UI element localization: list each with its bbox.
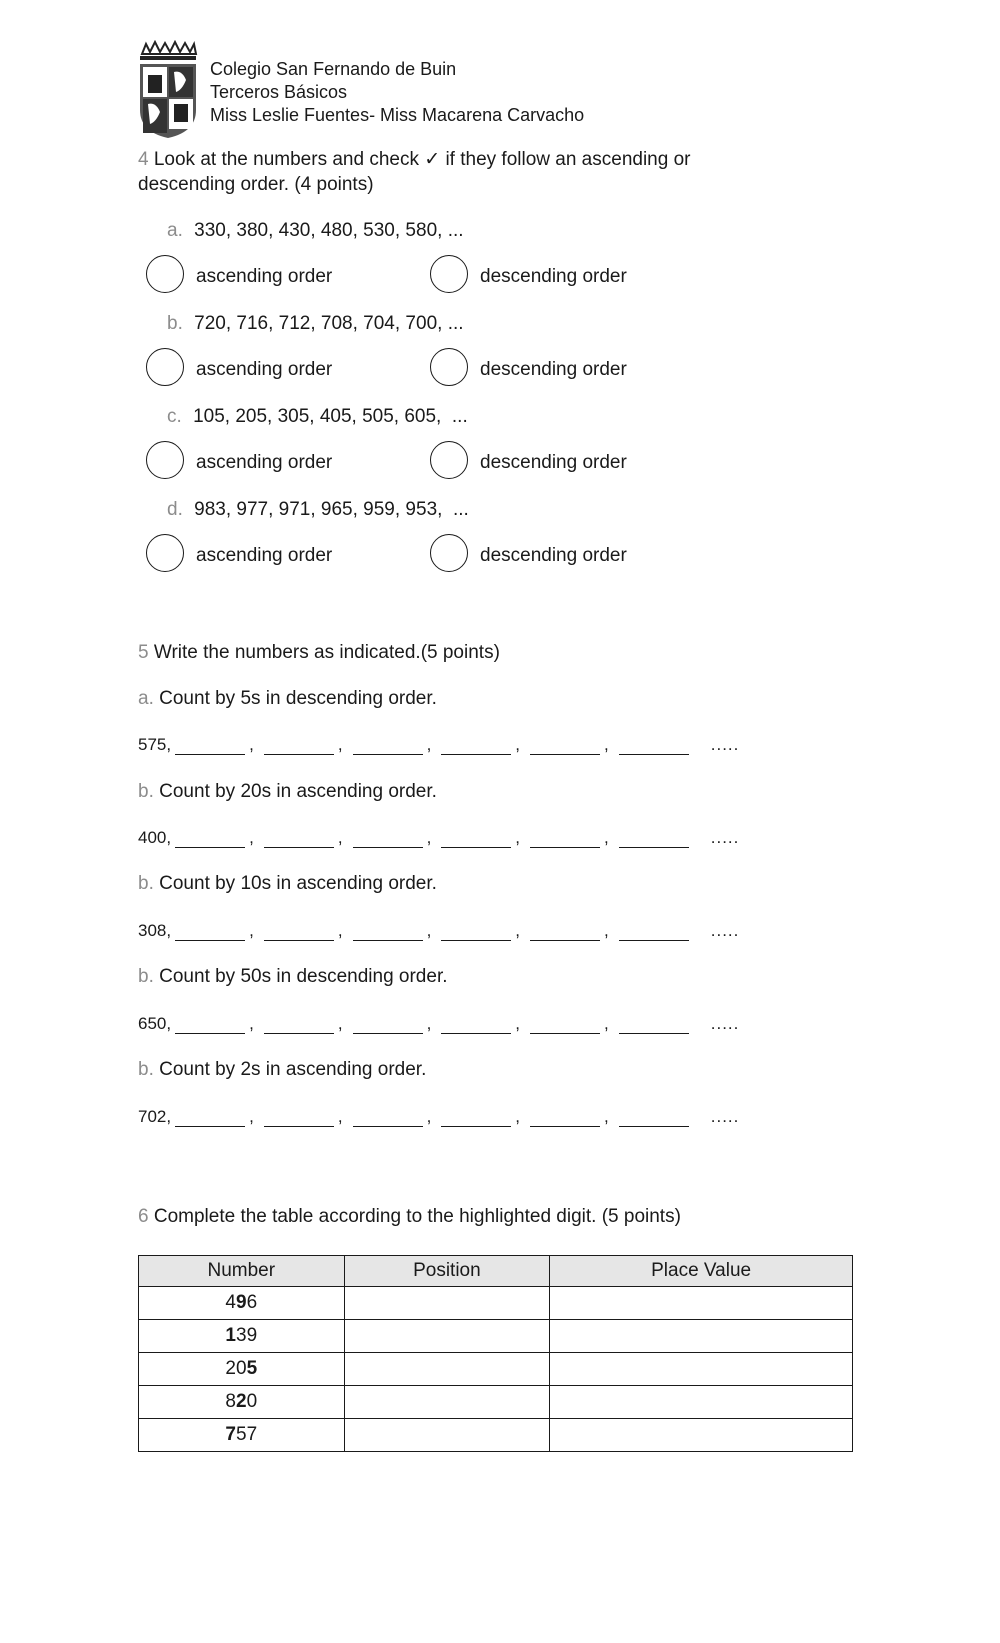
answer-blank[interactable]: [353, 1108, 423, 1127]
position-answer-cell[interactable]: [344, 1419, 550, 1452]
q4-c-ascending-checkbox[interactable]: [146, 441, 184, 479]
q6-prompt: [138, 1204, 681, 1229]
digit-post: 39: [236, 1325, 258, 1346]
separator: ,: [515, 828, 521, 847]
continuation-dots: .....: [710, 1014, 740, 1033]
answer-blank[interactable]: [264, 829, 334, 848]
start-number: 650,: [138, 1014, 172, 1033]
q4-prompt: [138, 147, 858, 197]
instruction-text: Count by 20s in ascending order.: [159, 781, 437, 802]
item-letter: b.: [138, 966, 154, 987]
answer-blank[interactable]: [619, 736, 689, 755]
continuation-dots: .....: [710, 735, 740, 754]
answer-blank[interactable]: [264, 1108, 334, 1127]
answer-blank[interactable]: [264, 922, 334, 941]
q4-c-descending-label: descending order: [480, 452, 627, 473]
answer-blank[interactable]: [441, 829, 511, 848]
item-letter: b.: [138, 1059, 154, 1080]
school-header: [210, 58, 584, 127]
place-value-answer-cell[interactable]: [550, 1419, 853, 1452]
q5-item-5-answer-row: [138, 1107, 739, 1127]
q5-item-4-answer-row: [138, 1014, 739, 1034]
q4-d-ascending-checkbox[interactable]: [146, 534, 184, 572]
highlighted-digit: 9: [235, 1292, 247, 1313]
separator: ,: [604, 828, 609, 847]
continuation-dots: .....: [710, 1107, 740, 1126]
q4-d-ascending-label: ascending order: [196, 545, 333, 566]
continuation-dots: .....: [710, 921, 740, 940]
q4-a-ascending-checkbox[interactable]: [146, 255, 184, 293]
answer-blank[interactable]: [530, 922, 600, 941]
answer-blank[interactable]: [175, 922, 245, 941]
q4-c-ascending-label: ascending order: [196, 452, 333, 473]
number-cell: [139, 1320, 345, 1353]
answer-blank[interactable]: [175, 736, 245, 755]
q4-d-descending-label: descending order: [480, 545, 627, 566]
number-cell: [139, 1386, 345, 1419]
answer-blank[interactable]: [175, 829, 245, 848]
separator: ,: [337, 828, 343, 847]
sequence-text: 105, 205, 305, 405, 505, 605, ...: [193, 406, 468, 427]
position-answer-cell[interactable]: [344, 1320, 550, 1353]
answer-blank[interactable]: [530, 736, 600, 755]
sequence-text: 983, 977, 971, 965, 959, 953, ...: [194, 499, 469, 520]
position-answer-cell[interactable]: [344, 1386, 550, 1419]
item-letter: d.: [167, 499, 183, 520]
separator: ,: [337, 921, 343, 940]
separator: ,: [249, 921, 254, 940]
place-value-answer-cell[interactable]: [550, 1287, 853, 1320]
place-value-answer-cell[interactable]: [550, 1386, 853, 1419]
separator: ,: [249, 735, 254, 754]
q5-prompt: [138, 640, 500, 665]
q4-b-descending-label: descending order: [480, 359, 627, 380]
separator: ,: [515, 921, 521, 940]
separator: ,: [337, 1014, 343, 1033]
position-answer-cell[interactable]: [344, 1287, 550, 1320]
separator: ,: [249, 1107, 254, 1126]
separator: ,: [604, 1107, 609, 1126]
q4-b-ascending-checkbox[interactable]: [146, 348, 184, 386]
separator: ,: [426, 921, 432, 940]
answer-blank[interactable]: [619, 922, 689, 941]
header-place-value: Place Value: [550, 1256, 853, 1287]
q5-item-1-instruction: [138, 686, 437, 711]
table-row: [139, 1287, 853, 1320]
q4-text-line2: descending order. (4 points): [138, 174, 374, 195]
answer-blank[interactable]: [353, 922, 423, 941]
answer-blank[interactable]: [353, 1015, 423, 1034]
table-row: [139, 1320, 853, 1353]
answer-blank[interactable]: [175, 1108, 245, 1127]
separator: ,: [337, 1107, 343, 1126]
q5-item-2-instruction: [138, 779, 437, 804]
q5-item-5-instruction: [138, 1057, 426, 1082]
school-name: Colegio San Fernando de Buin: [210, 59, 457, 79]
q5-item-4-instruction: [138, 964, 448, 989]
position-answer-cell[interactable]: [344, 1353, 550, 1386]
start-number: 308,: [138, 921, 172, 940]
separator: ,: [604, 921, 609, 940]
answer-blank[interactable]: [619, 1108, 689, 1127]
highlighted-digit: 5: [246, 1358, 258, 1379]
highlighted-digit: 2: [235, 1391, 247, 1412]
instruction-text: Count by 50s in descending order.: [159, 966, 448, 987]
q4-c-descending-checkbox[interactable]: [430, 441, 468, 479]
teachers-label: Miss Leslie Fuentes- Miss Macarena Carvacho: [210, 105, 585, 125]
q5-text: Write the numbers as indicated.(5 points): [153, 642, 500, 663]
digit-pre: 8: [225, 1391, 236, 1412]
continuation-dots: .....: [710, 828, 740, 847]
digit-post: 0: [246, 1391, 258, 1412]
instruction-text: Count by 5s in descending order.: [159, 688, 437, 709]
start-number: 400,: [138, 828, 172, 847]
separator: ,: [604, 735, 609, 754]
separator: ,: [604, 1014, 609, 1033]
answer-blank[interactable]: [441, 1108, 511, 1127]
item-letter: b.: [138, 781, 154, 802]
q5-item-3-answer-row: [138, 921, 739, 941]
number-cell: [139, 1287, 345, 1320]
answer-blank[interactable]: [441, 736, 511, 755]
highlighted-digit: 1: [225, 1325, 236, 1346]
separator: ,: [515, 1014, 521, 1033]
q5-number: 5: [138, 642, 149, 663]
q5-item-3-instruction: [138, 871, 437, 896]
separator: ,: [426, 735, 432, 754]
digit-pre: 20: [225, 1358, 247, 1379]
header-number: Number: [139, 1256, 345, 1287]
separator: ,: [426, 1014, 432, 1033]
answer-blank[interactable]: [353, 829, 423, 848]
q4-a-descending-label: descending order: [480, 266, 627, 287]
place-value-table: [138, 1255, 853, 1452]
answer-blank[interactable]: [530, 1108, 600, 1127]
separator: ,: [337, 735, 343, 754]
answer-blank[interactable]: [619, 829, 689, 848]
number-cell: [139, 1419, 345, 1452]
q4-a-descending-checkbox[interactable]: [430, 255, 468, 293]
answer-blank[interactable]: [264, 1015, 334, 1034]
q4-item-c-sequence: [167, 406, 468, 428]
table-row: [139, 1419, 853, 1452]
separator: ,: [426, 828, 432, 847]
table-row: [139, 1353, 853, 1386]
separator: ,: [515, 735, 521, 754]
separator: ,: [426, 1107, 432, 1126]
number-cell: [139, 1353, 345, 1386]
item-letter: a.: [167, 220, 183, 241]
digit-pre: 4: [225, 1292, 236, 1313]
q6-number: 6: [138, 1206, 149, 1227]
q4-item-b-sequence: [167, 313, 464, 335]
instruction-text: Count by 2s in ascending order.: [159, 1059, 427, 1080]
start-number: 702,: [138, 1107, 172, 1126]
answer-blank[interactable]: [264, 736, 334, 755]
grade-label: Terceros Básicos: [210, 82, 348, 102]
answer-blank[interactable]: [175, 1015, 245, 1034]
q4-d-descending-checkbox[interactable]: [430, 534, 468, 572]
q5-item-1-answer-row: [138, 735, 739, 755]
table-row: [139, 1386, 853, 1419]
q4-item-d-sequence: [167, 499, 469, 521]
answer-blank[interactable]: [441, 922, 511, 941]
sequence-text: 330, 380, 430, 480, 530, 580, ...: [194, 220, 464, 241]
place-value-answer-cell[interactable]: [550, 1320, 853, 1353]
answer-blank[interactable]: [530, 829, 600, 848]
instruction-text: Count by 10s in ascending order.: [159, 873, 437, 894]
place-value-answer-cell[interactable]: [550, 1353, 853, 1386]
answer-blank[interactable]: [619, 1015, 689, 1034]
q4-item-a-sequence: [167, 220, 464, 242]
q4-b-descending-checkbox[interactable]: [430, 348, 468, 386]
answer-blank[interactable]: [353, 736, 423, 755]
answer-blank[interactable]: [441, 1015, 511, 1034]
table-header-row: [139, 1256, 853, 1287]
item-letter: a.: [138, 688, 154, 709]
q4-text-line1: Look at the numbers and check ✓ if they follow an ascending or: [153, 149, 691, 170]
item-letter: b.: [167, 313, 183, 334]
digit-post: 6: [246, 1292, 258, 1313]
start-number: 575,: [138, 735, 172, 754]
separator: ,: [515, 1107, 521, 1126]
q5-item-2-answer-row: [138, 828, 739, 848]
separator: ,: [249, 1014, 254, 1033]
header-position: Position: [344, 1256, 550, 1287]
q6-text: Complete the table according to the highlighted digit. (5 points): [153, 1206, 681, 1227]
answer-blank[interactable]: [530, 1015, 600, 1034]
q4-a-ascending-label: ascending order: [196, 266, 333, 287]
q4-number: 4: [138, 149, 149, 170]
separator: ,: [249, 828, 254, 847]
sequence-text: 720, 716, 712, 708, 704, 700, ...: [194, 313, 464, 334]
digit-post: 57: [236, 1424, 258, 1445]
q4-b-ascending-label: ascending order: [196, 359, 333, 380]
item-letter: c.: [167, 406, 182, 427]
school-crest-logo: [138, 40, 198, 140]
item-letter: b.: [138, 873, 154, 894]
highlighted-digit: 7: [225, 1424, 236, 1445]
